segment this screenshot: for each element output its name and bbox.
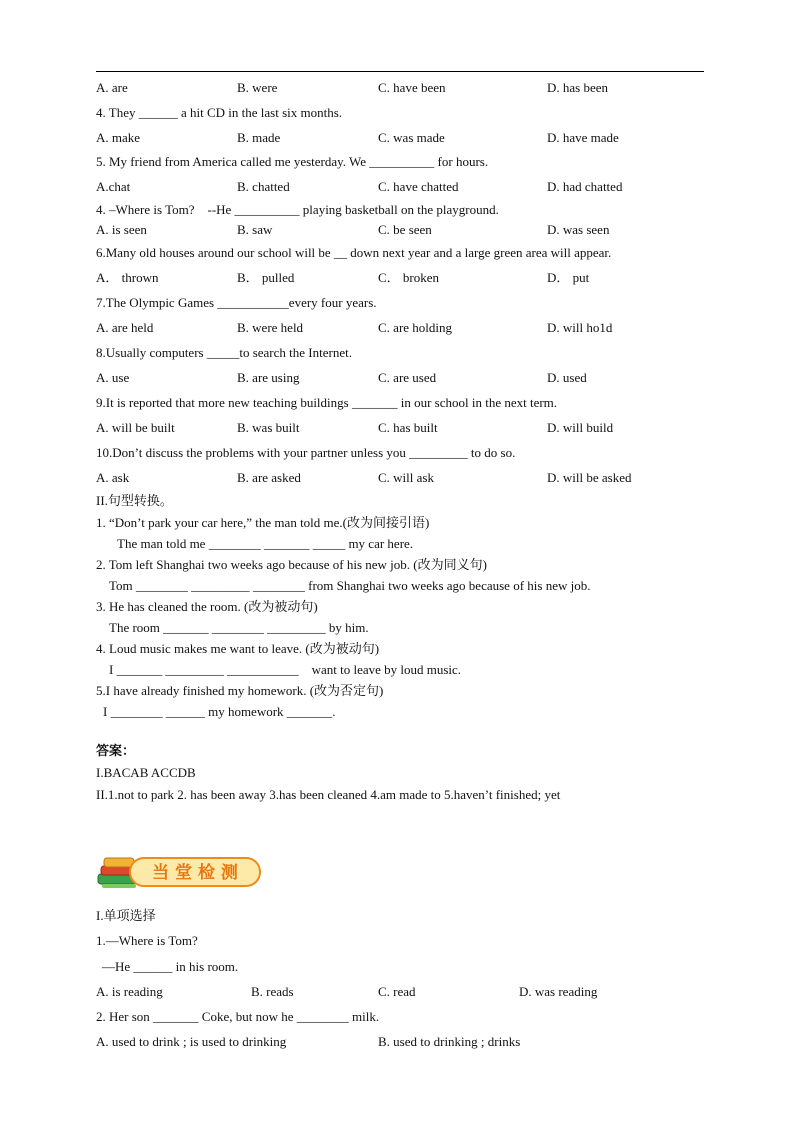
- top-rule: [96, 71, 704, 72]
- q4b-option-d: D. was seen: [547, 222, 610, 237]
- q4-text: 4. They ______ a hit CD in the last six months.: [96, 105, 343, 120]
- test-q2-option-a: A. used to drink ; is used to drinking: [96, 1034, 287, 1049]
- q9-option-c: C. has built: [378, 420, 438, 435]
- q7-option-b: B. were held: [237, 320, 304, 335]
- test-heading: I.单项选择: [96, 908, 156, 923]
- q5-text: 5. My friend from America called me yesterday. We __________ for hours.: [96, 154, 489, 169]
- q4-option-c: C. was made: [378, 130, 445, 145]
- q4-option-a: A. make: [96, 130, 141, 145]
- answers-heading: 答案：: [96, 744, 136, 759]
- test-q1-option-a: A. is reading: [96, 984, 163, 999]
- q8-option-d: D. used: [547, 370, 587, 385]
- q9-text: 9.It is reported that more new teaching buildings _______ in our school in the next term.: [96, 395, 558, 410]
- q8-option-b: B. are using: [237, 370, 300, 385]
- q4b-option-b: B. saw: [237, 222, 273, 237]
- sentence-5-blank: I ________ ______ my homework _______.: [103, 704, 336, 719]
- q6-option-b: B． pulled: [237, 270, 295, 285]
- q9-option-d: D. will build: [547, 420, 614, 435]
- q8-text: 8.Usually computers _____to search the Internet.: [96, 345, 352, 360]
- q3-option-a: A. are: [96, 80, 128, 95]
- sentence-5: 5.I have already finished my homework. (改为否定句): [96, 683, 384, 698]
- q10-option-c: C. will ask: [378, 470, 434, 485]
- test-q2-option-b: B. used to drinking ; drinks: [378, 1034, 521, 1049]
- banner-title: 当 堂 检 测: [152, 863, 238, 883]
- q9-option-a: A. will be built: [96, 420, 175, 435]
- test-q1-line-2: —He ______ in his room.: [102, 959, 239, 974]
- test-q1: 1.—Where is Tom?: [96, 933, 198, 948]
- q5-option-d: D. had chatted: [547, 179, 623, 194]
- sentence-4-blank: I _______ _________ ___________ want to leave by loud music.: [109, 662, 462, 677]
- q8-option-a: A. use: [96, 370, 130, 385]
- q6-option-d: D． put: [547, 270, 590, 285]
- test-q2: 2. Her son _______ Coke, but now he ________ milk.: [96, 1009, 380, 1024]
- q3-option-d: D. has been: [547, 80, 609, 95]
- sentence-4: 4. Loud music makes me want to leave. (改为被动句): [96, 641, 380, 656]
- answers-line-1: I.BACAB ACCDB: [96, 765, 196, 780]
- q6-option-a: A． thrown: [96, 270, 159, 285]
- q5-option-c: C. have chatted: [378, 179, 459, 194]
- q6-text: 6.Many old houses around our school will be __ down next year and a large green area will appear.: [96, 245, 612, 260]
- test-q1-option-b: B. reads: [251, 984, 294, 999]
- books-banner: [96, 852, 266, 892]
- q10-option-b: B. are asked: [237, 470, 301, 485]
- answers-line-2: II.1.not to park 2. has been away 3.has been cleaned 4.am made to 5.haven’t finished; yet: [96, 787, 561, 802]
- section2-heading: II.句型转换。: [96, 493, 173, 508]
- q7-option-a: A. are held: [96, 320, 154, 335]
- q7-text: 7.The Olympic Games ___________every four years.: [96, 295, 377, 310]
- q7-option-c: C. are holding: [378, 320, 453, 335]
- q5-option-b: B. chatted: [237, 179, 290, 194]
- q10-text: 10.Don’t discuss the problems with your partner unless you _________ to do so.: [96, 445, 516, 460]
- q4-option-d: D. have made: [547, 130, 619, 145]
- sentence-3: 3. He has cleaned the room. (改为被动句): [96, 599, 318, 614]
- sentence-3-blank: The room _______ ________ _________ by him.: [109, 620, 369, 635]
- q5-option-a: A.chat: [96, 179, 131, 194]
- q4b-option-a: A. is seen: [96, 222, 147, 237]
- q3-option-b: B. were: [237, 80, 278, 95]
- q10-option-d: D. will be asked: [547, 470, 632, 485]
- q4b-option-c: C. be seen: [378, 222, 432, 237]
- q4b-text: 4. –Where is Tom? --He __________ playing basketball on the playground.: [96, 202, 499, 217]
- q10-option-a: A. ask: [96, 470, 130, 485]
- sentence-1: 1. “Don’t park your car here,” the man told me.(改为间接引语): [96, 515, 430, 530]
- test-q1-option-d: D. was reading: [519, 984, 598, 999]
- q7-option-d: D. will ho1d: [547, 320, 613, 335]
- sentence-2-blank: Tom ________ _________ ________ from Shanghai two weeks ago because of his new job.: [109, 578, 591, 593]
- sentence-1-blank: The man told me ________ _______ _____ my car here.: [117, 536, 414, 551]
- q8-option-c: C. are used: [378, 370, 437, 385]
- test-q1-option-c: C. read: [378, 984, 416, 999]
- q3-option-c: C. have been: [378, 80, 446, 95]
- q9-option-b: B. was built: [237, 420, 300, 435]
- sentence-2: 2. Tom left Shanghai two weeks ago because of his new job. (改为同义句): [96, 557, 487, 572]
- q6-option-c: C． broken: [378, 270, 440, 285]
- q4-option-b: B. made: [237, 130, 281, 145]
